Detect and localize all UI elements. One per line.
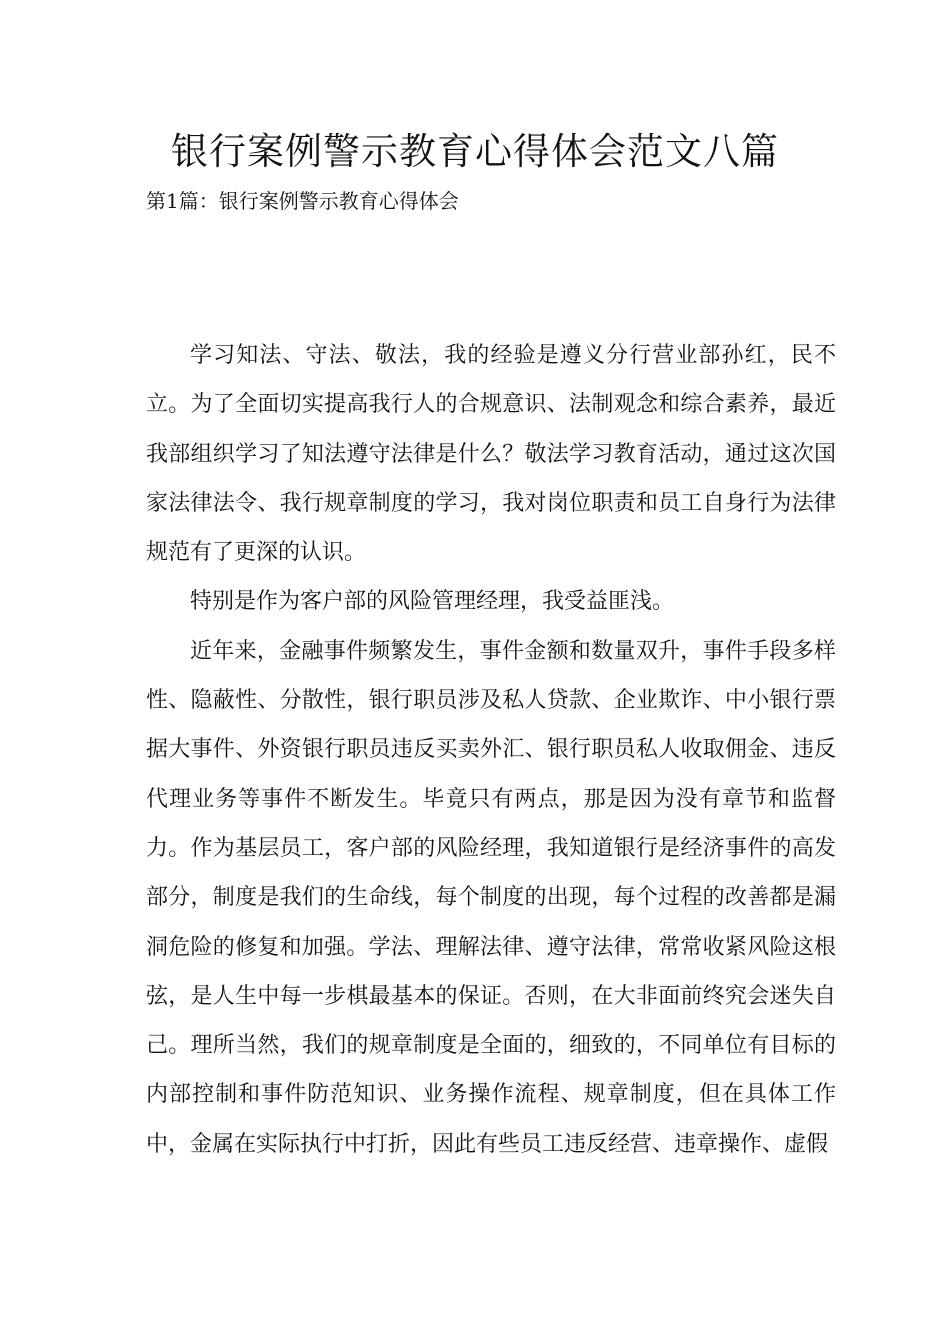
document-subtitle: 第1篇：银行案例警示教育心得体会: [146, 189, 459, 213]
document-body: [146, 331, 836, 1169]
paragraph-1: 学习知法、守法、敬法，我的经验是遵义分行营业部孙红，民不立。为了全面切实提高我行人的合规意识、法制观念和综合素养，最近我部组织学习了知法遵守法律是什么？敬法学习教育活动，通过这次国家法律法令、我行规章制度的学习，我对岗位职责和员工自身行为法律规范有了更深的认识。: [146, 343, 836, 566]
paragraph-3: 近年来，金融事件频繁发生，事件金额和数量双升，事件手段多样性、隐蔽性、分散性，银行职员涉及私人贷款、企业欺诈、中小银行票据大事件、外资银行职员违反买卖外汇、银行职员私人收取佣金、违反代理业务等事件不断发生。毕竟只有两点，那是因为没有章节和监督力。作为基层员工，客户部的风险经理，我知道银行是经济事件的高发部分，制度是我们的生命线，每个制度的出现，每个过程的改善都是漏洞危险的修复和加强。学法、理解法律、遵守法律，常常收紧风险这根弦，是人生中每一步棋最基本的保证。否则，在大非面前终究会迷失自己。理所当然，我们的规章制度是全面的，细致的，不同单位有目标的内部控制和事件防范知识、业务操作流程、规章制度，但在具体工作中，金属在实际执行中打折，因此有些员工违反经营、违章操作、虚假: [146, 638, 836, 1157]
document-title: 银行案例警示教育心得体会范文八篇: [171, 130, 779, 173]
paragraph-2: 特别是作为客户部的风险管理经理，我受益匪浅。: [190, 589, 675, 615]
